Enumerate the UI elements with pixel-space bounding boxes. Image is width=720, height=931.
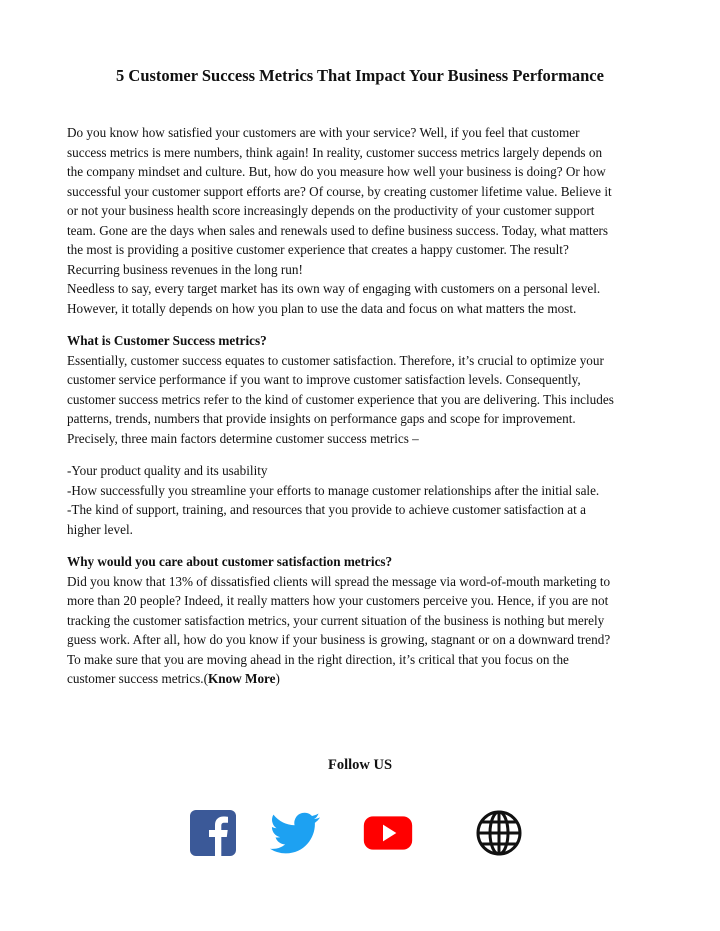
text-line: Precisely, three main factors determine customer success metrics – bbox=[67, 430, 419, 446]
text-line: Do you know how satisfied your customers are with your service? Well, if you feel that customer bbox=[67, 125, 580, 140]
youtube-icon[interactable] bbox=[363, 808, 413, 858]
text-line: Needless to say, every target market has its own way of engaging with customers on a personal level. bbox=[67, 281, 601, 296]
text-line: Essentially, customer success equates to customer satisfaction. Therefore, it’s crucial to optimize your bbox=[67, 352, 604, 368]
text-line: To make sure that you are moving ahead in the right direction, it’s critical that you focus on the bbox=[67, 651, 569, 667]
section-heading: What is Customer Success metrics? bbox=[67, 333, 267, 348]
text-line: the company mindset and culture. But, how do you measure how well your business is doing? Or how bbox=[67, 164, 606, 179]
text-line: guess work. After all, how do you know if your business is growing, stagnant or on a downward trend? bbox=[67, 632, 611, 647]
section-heading: Why would you care about customer satisfaction metrics? bbox=[67, 554, 393, 569]
list-item: -The kind of support, training, and resources that you provide to achieve customer satisfaction at a bbox=[67, 502, 586, 517]
facebook-icon[interactable] bbox=[188, 808, 238, 858]
text-fragment: customer success metrics.( bbox=[67, 671, 208, 686]
text-line: the most is providing a positive customer experience that creates a happy customer. The result? bbox=[67, 242, 569, 257]
section-satisfaction-metrics bbox=[67, 552, 657, 689]
text-line bbox=[67, 669, 657, 689]
text-line: tracking the customer satisfaction metrics, your current situation of the business is nothing but merely bbox=[67, 612, 605, 628]
section-customer-success bbox=[67, 331, 657, 448]
text-line: or not your business health score increasingly depends on the productivity of your customer support bbox=[67, 203, 595, 218]
page-title: 5 Customer Success Metrics That Impact Your Business Performance bbox=[116, 66, 604, 85]
factors-list bbox=[67, 461, 657, 539]
text-line: Did you know that 13% of dissatisfied clients will spread the message via word-of-mouth marketing to bbox=[67, 573, 611, 589]
know-more-link[interactable]: Know More bbox=[208, 671, 276, 686]
text-line: more than 20 people? Indeed, it really matters how your customers perceive you. Hence, if you are not bbox=[67, 593, 609, 608]
intro-paragraph bbox=[67, 123, 657, 318]
text-line: patterns, trends, numbers that provide insights on performance gaps and scope for improvement. bbox=[67, 411, 576, 426]
text-line: success metrics is mere numbers, think again! In reality, customer success metrics largely depends on bbox=[67, 144, 603, 160]
globe-icon[interactable] bbox=[474, 808, 524, 858]
text-line: However, it totally depends on how you plan to use the data and focus on what matters the most. bbox=[67, 300, 577, 316]
article-body bbox=[67, 123, 657, 689]
text-line: Recurring business revenues in the long run! bbox=[67, 261, 303, 277]
social-icons bbox=[0, 808, 720, 864]
list-item: -How successfully you streamline your efforts to manage customer relationships after the initial sale. bbox=[67, 482, 600, 498]
text-line: customer service performance if you want to improve customer satisfaction levels. Consequently, bbox=[67, 372, 581, 387]
list-item: higher level. bbox=[67, 521, 133, 537]
text-line: successful your customer support efforts are? Of course, by creating customer lifetime value. Believe it bbox=[67, 183, 612, 199]
follow-us-heading: Follow US bbox=[327, 757, 393, 773]
twitter-icon[interactable] bbox=[270, 808, 320, 858]
list-item: -Your product quality and its usability bbox=[67, 463, 268, 478]
text-fragment: ) bbox=[275, 671, 280, 686]
text-line: team. Gone are the days when sales and renewals used to define business success. Today, what matters bbox=[67, 222, 609, 238]
text-line: customer success metrics refer to the kind of customer experience that you are delivering. This includes bbox=[67, 391, 614, 407]
